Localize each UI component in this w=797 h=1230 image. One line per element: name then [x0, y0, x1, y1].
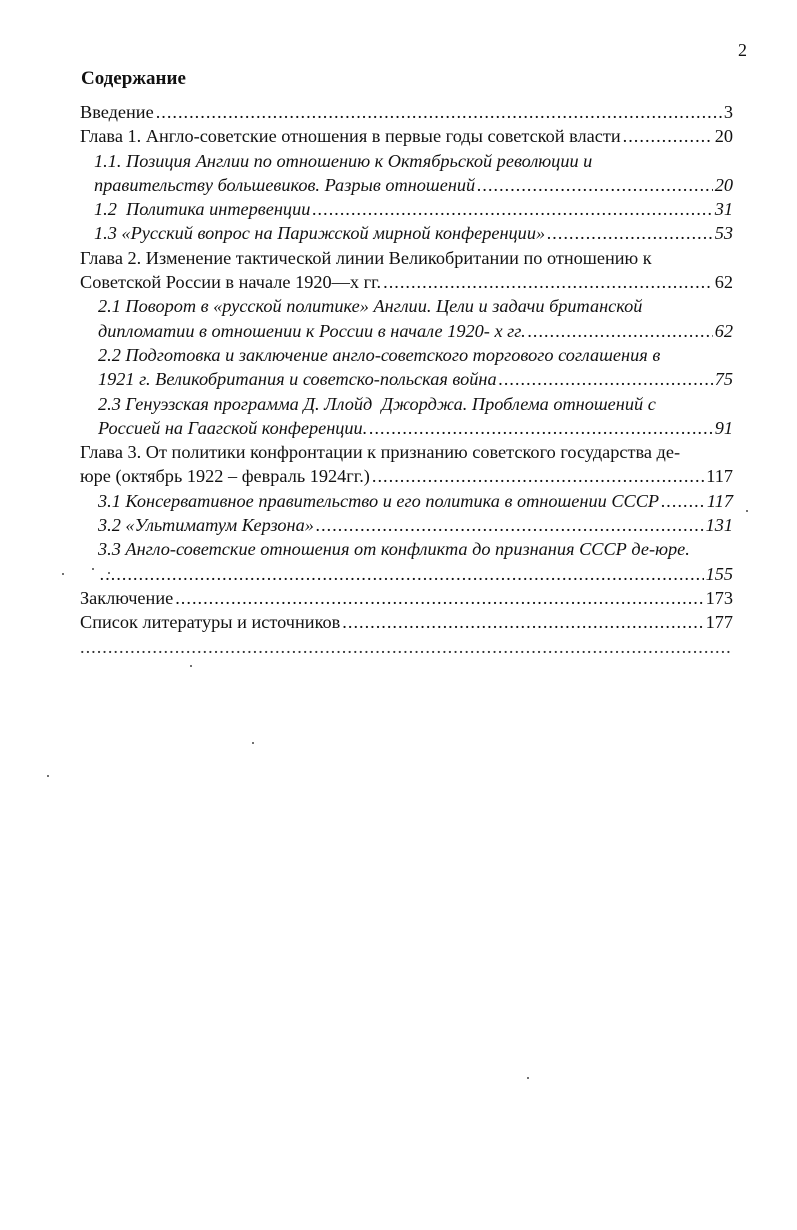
toc-entry-last-line — [98, 489, 733, 513]
toc-entry-last-line — [94, 173, 733, 197]
toc-entry-text: Список литературы и источников — [80, 612, 341, 633]
toc-entry-line — [98, 537, 733, 561]
toc-entry-text: 2.3 Генуэзская программа Д. Ллойд Джорджа. Проблема отношений с — [98, 393, 656, 414]
toc-entry-last-line — [98, 562, 733, 586]
toc-page-number: 155 — [705, 563, 733, 584]
toc-entry-text: Введение — [80, 102, 154, 122]
toc-page-number: 53 — [714, 223, 733, 244]
toc-entry — [80, 440, 733, 489]
toc-page-number: 91 — [714, 417, 733, 438]
toc-entry-last-line — [98, 367, 733, 391]
dot-leader — [477, 173, 713, 197]
dot-leader — [100, 562, 704, 586]
toc-entry — [80, 489, 733, 513]
toc-entry-text: правительству большевиков. Разрыв отношений — [94, 174, 476, 195]
toc-entry-text: Глава 2. Изменение тактической линии Великобритании по отношению к — [80, 247, 652, 268]
toc-entry-last-line — [80, 270, 733, 294]
toc-page-number: 20 — [714, 174, 733, 195]
toc-entry — [80, 392, 733, 441]
toc-entry-text: 2.2 Подготовка и заключение англо-советского торгового соглашения в — [98, 344, 661, 365]
toc-entry — [80, 149, 733, 198]
toc-entry — [80, 197, 733, 221]
toc-entry-text: 3.1 Консервативное правительство и его политика в отношении СССР — [98, 490, 660, 511]
toc-page-number: 62 — [714, 320, 733, 341]
toc-entry-last-line — [98, 416, 733, 440]
dot-leader — [661, 489, 705, 513]
toc-page-number: 20 — [714, 126, 733, 147]
dot-leader — [372, 464, 704, 488]
toc-entry-last-line — [98, 319, 733, 343]
dot-leader — [547, 221, 713, 245]
toc-page-number: 117 — [706, 490, 733, 511]
toc-page-number: 62 — [714, 272, 733, 293]
toc-entry-last-line — [94, 221, 733, 245]
page-number: 2 — [738, 40, 747, 60]
toc-page-number: 31 — [714, 199, 733, 220]
toc-entry-text: Заключение — [80, 587, 174, 608]
toc-entry-last-line — [80, 586, 733, 610]
dot-leader — [156, 100, 722, 124]
toc-entry-last-line — [94, 197, 733, 221]
dot-leader — [528, 319, 713, 343]
toc-entry-text: Глава 3. От политики конфронтации к признанию советского государства де- — [80, 442, 681, 463]
toc-entry-text: Советской России в начале 1920—х гг. — [80, 272, 382, 293]
toc-page-number: 177 — [705, 612, 733, 633]
toc-entry-last-line — [98, 513, 733, 537]
toc-entry-line — [94, 149, 733, 173]
toc-entry — [80, 221, 733, 245]
toc-entry-text: 1.1. Позиция Англии по отношению к Октябрьской революции и — [94, 150, 593, 171]
toc-entry-text: Россией на Гаагской конференции. — [98, 417, 368, 438]
dot-leader — [175, 586, 703, 610]
toc-entry — [80, 537, 733, 586]
dot-leader — [499, 367, 713, 391]
toc-entry-line — [98, 294, 733, 318]
toc-entry — [80, 124, 733, 148]
toc-title: Содержание — [81, 68, 186, 89]
dot-leader — [383, 270, 713, 294]
toc-entry-last-line — [80, 464, 733, 488]
toc-entry-line — [98, 343, 733, 367]
toc-entry-text: 1.2 Политика интервенции — [94, 199, 311, 220]
toc-entry-text: юре (октябрь 1922 – февраль 1924гг.) — [80, 466, 370, 487]
toc-entry — [80, 343, 733, 392]
toc-entry-last-line — [80, 124, 733, 148]
toc-entry-text: 1.3 «Русский вопрос на Парижской мирной конференции» — [94, 223, 546, 244]
dot-leader — [369, 416, 712, 440]
toc-entry-text: 3.3 Англо-советские отношения от конфликта до признания СССР де-юре. — [98, 539, 690, 560]
toc-entry — [80, 246, 733, 295]
toc-entry-line — [98, 392, 733, 416]
toc-page-number: 173 — [705, 587, 733, 608]
toc-entry — [80, 294, 733, 343]
table-of-contents — [80, 100, 733, 659]
toc-entry-line — [80, 246, 733, 270]
toc-page-number: 117 — [706, 466, 733, 487]
trailing-dot-line — [80, 635, 733, 659]
toc-entry-line — [80, 440, 733, 464]
toc-entry-text: дипломатии в отношении к России в начале 1920- х гг. — [98, 320, 526, 341]
toc-entry-last-line — [80, 100, 733, 124]
toc-entry — [80, 513, 733, 537]
toc-entry-text: 1921 г. Великобритания и советско-польская война — [98, 369, 497, 390]
toc-page-number: 131 — [705, 515, 733, 536]
toc-entry-last-line — [80, 610, 733, 634]
toc-entry — [80, 586, 733, 610]
dot-leader — [623, 124, 713, 148]
toc-entry-text: 3.2 «Ультиматум Керзона» — [98, 515, 314, 536]
dot-leader — [342, 610, 703, 634]
toc-page-number: 3 — [723, 102, 733, 122]
dot-leader — [312, 197, 712, 221]
toc-entry-text: Глава 1. Англо-советские отношения в первые годы советской власти — [80, 126, 621, 147]
toc-entry-text: 2.1 Поворот в «русской политике» Англии. Цели и задачи британской — [98, 296, 643, 317]
toc-entry — [80, 100, 733, 124]
toc-entry — [80, 610, 733, 634]
toc-page-number: 75 — [714, 369, 733, 390]
dot-leader — [316, 513, 704, 537]
